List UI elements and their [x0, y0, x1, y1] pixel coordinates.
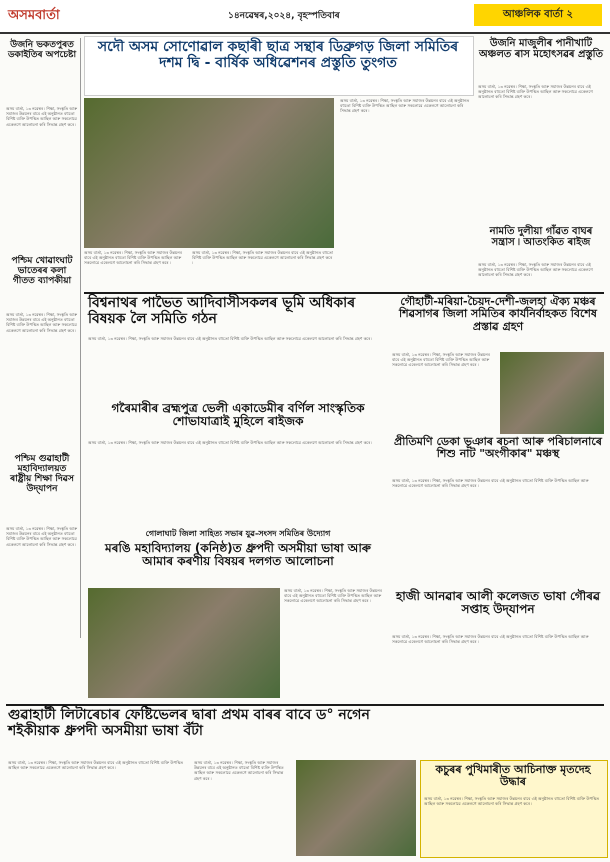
article-body: অসম বাৰ্তা, ১৩ নৱেম্বৰ ৷ শিক্ষা, সংস্কৃতি আৰু সমাজৰ উন্নয়নৰ বাবে এই অনুষ্ঠানত বহুতো বিশিষ্ট ব্যক্তি উপস্থিত আছিল আৰু সকলোৱে একেলগে আলোচনা কৰি সিদ্ধান্ত গ্ৰহণ কৰে ৷ [424, 796, 600, 807]
article-body: অসম বাৰ্তা, ১৩ নৱেম্বৰ ৷ শিক্ষা, সংস্কৃতি আৰু সমাজৰ উন্নয়নৰ বাবে এই অনুষ্ঠানত বহুতো বিশিষ্ট ব্যক্তি উপস্থিত আছিল আৰু সকলোৱে একেলগে আলোচনা কৰি সিদ্ধান্ত গ্ৰহণ কৰে ৷ [340, 98, 470, 114]
article-body: অসম বাৰ্তা, ১৩ নৱেম্বৰ ৷ শিক্ষা, সংস্কৃতি আৰু সমাজৰ উন্নয়নৰ বাবে এই অনুষ্ঠানত বহুতো বিশিষ্ট ব্যক্তি উপস্থিত আছিল আৰু সকলোৱে একেলগে আলোচনা কৰি সিদ্ধান্ত গ্ৰহণ কৰে ৷ [284, 588, 382, 604]
article-body: অসম বাৰ্তা, ১৩ নৱেম্বৰ ৷ শিক্ষা, সংস্কৃতি আৰু সমাজৰ উন্নয়নৰ বাবে এই অনুষ্ঠানত বহুতো বিশিষ্ট ব্যক্তি উপস্থিত আছিল আৰু সকলোৱে একেলগে আলোচনা কৰি সিদ্ধান্ত গ্ৰহণ কৰে ৷ [88, 440, 373, 445]
article-headline: নামতি দুলীয়া গাঁৱত বাঘৰ সন্ত্ৰাস ৷ আতংকিত ৰাইজ [489, 226, 593, 249]
logo: অসমবার্তা [8, 8, 60, 23]
section-label: আঞ্চলিক বাৰ্তা ২ [474, 4, 602, 26]
column-divider [80, 38, 81, 638]
article-body: অসম বাৰ্তা, ১৩ নৱেম্বৰ ৷ শিক্ষা, সংস্কৃতি আৰু সমাজৰ উন্নয়নৰ বাবে এই অনুষ্ঠানত বহুতো বিশিষ্ট ব্যক্তি উপস্থিত আছিল আৰু সকলোৱে একেলগে আলোচনা কৰি সিদ্ধান্ত গ্ৰহণ কৰে ৷ [192, 250, 333, 266]
article-headline: হাজী আনৱাৰ আলী কলেজত ভাষা গৌৰৱ সপ্তাহ উদ্‌যাপন [396, 589, 600, 617]
article-body: অসম বাৰ্তা, ১৩ নৱেম্বৰ ৷ শিক্ষা, সংস্কৃতি আৰু সমাজৰ উন্নয়নৰ বাবে এই অনুষ্ঠানত বহুতো বিশিষ্ট ব্যক্তি উপস্থিত আছিল আৰু সকলোৱে একেলগে আলোচনা কৰি সিদ্ধান্ত গ্ৰহণ কৰে ৷ [84, 250, 182, 266]
lead-headline: সদৌ অসম সোণোৱাল কছাৰী ছাত্ৰ সন্থাৰ ডিব্ৰুগড় জিলা সমিতিৰ দশম দ্বি - বাৰ্ষিক অধিৱেশনৰ প্ৰস্তুতি তুংগত [97, 39, 459, 71]
article-body: অসম বাৰ্তা, ১৩ নৱেম্বৰ ৷ শিক্ষা, সংস্কৃতি আৰু সমাজৰ উন্নয়নৰ বাবে এই অনুষ্ঠানত বহুতো বিশিষ্ট ব্যক্তি উপস্থিত আছিল আৰু সকলোৱে একেলগে আলোচনা কৰি সিদ্ধান্ত গ্ৰহণ কৰে ৷ [392, 634, 589, 645]
article-body: অসম বাৰ্তা, ১৩ নৱেম্বৰ ৷ শিক্ষা, সংস্কৃতি আৰু সমাজৰ উন্নয়নৰ বাবে এই অনুষ্ঠানত বহুতো বিশিষ্ট ব্যক্তি উপস্থিত আছিল আৰু সকলোৱে একেলগে আলোচনা কৰি সিদ্ধান্ত গ্ৰহণ কৰে ৷ [478, 262, 593, 278]
article-body: অসম বাৰ্তা, ১৩ নৱেম্বৰ ৷ শিক্ষা, সংস্কৃতি আৰু সমাজৰ উন্নয়নৰ বাবে এই অনুষ্ঠানত বহুতো বিশিষ্ট ব্যক্তি উপস্থিত আছিল আৰু সকলোৱে একেলগে আলোচনা কৰি সিদ্ধান্ত গ্ৰহণ কৰে ৷ [478, 84, 593, 100]
issue-date: ১৪নৱেম্বৰ,২০২৪, বৃহস্পতিবাৰ [228, 11, 340, 21]
article-headline: বিশ্বনাথৰ পাভৈত আদিবাসীসকলৰ ভূমি অধিকাৰ বিষয়ক লৈ সমিতি গঠন [88, 295, 356, 327]
article-photo [500, 352, 604, 434]
article-body: অসম বাৰ্তা, ১৩ নৱেম্বৰ ৷ শিক্ষা, সংস্কৃতি আৰু সমাজৰ উন্নয়নৰ বাবে এই অনুষ্ঠানত বহুতো বিশিষ্ট ব্যক্তি উপস্থিত আছিল আৰু সকলোৱে একেলগে আলোচনা কৰি সিদ্ধান্ত গ্ৰহণ কৰে ৷ [194, 760, 284, 781]
article-body: অসম বাৰ্তা, ১৩ নৱেম্বৰ ৷ শিক্ষা, সংস্কৃতি আৰু সমাজৰ উন্নয়নৰ বাবে এই অনুষ্ঠানত বহুতো বিশিষ্ট ব্যক্তি উপস্থিত আছিল আৰু সকলোৱে একেলগে আলোচনা কৰি সিদ্ধান্ত গ্ৰহণ কৰে ৷ [6, 526, 78, 547]
article-headline: গৌহাটী-মৰিয়া-চৈয়দ-দেশী-জলহা ঐক্য মঞ্চৰ শিৱসাগৰ জিলা সমিতিৰ কাৰ্যনিৰ্বাহকত বিশেষ প্ৰস্তাৱ গ্ৰহণ [399, 295, 597, 333]
article-headline: মৰঙি মহাবিদ্যালয় (কনিষ্ঠ)ত ধ্ৰুপদী অসমীয়া ভাষা আৰু আমাৰ কৰণীয় বিষয়ৰ দলগত আলোচনা [105, 541, 371, 569]
article-photo [88, 588, 280, 698]
section-rule [84, 292, 604, 294]
article-headline: উজনি মাজুলীৰ পানীখাটি অঞ্চলত ৰাস মহোৎসৱৰ প্ৰস্তুতি [478, 38, 604, 61]
article-headline: কচুৰৰ পুখিমাৰীত আচিনাক্ত মৃতদেহ উদ্ধাৰ [435, 763, 591, 789]
article-body: অসম বাৰ্তা, ১৩ নৱেম্বৰ ৷ শিক্ষা, সংস্কৃতি আৰু সমাজৰ উন্নয়নৰ বাবে এই অনুষ্ঠানত বহুতো বিশিষ্ট ব্যক্তি উপস্থিত আছিল আৰু সকলোৱে একেলগে আলোচনা কৰি সিদ্ধান্ত গ্ৰহণ কৰে ৷ [6, 106, 78, 127]
article-body: অসম বাৰ্তা, ১৩ নৱেম্বৰ ৷ শিক্ষা, সংস্কৃতি আৰু সমাজৰ উন্নয়নৰ বাবে এই অনুষ্ঠানত বহুতো বিশিষ্ট ব্যক্তি উপস্থিত আছিল আৰু সকলোৱে একেলগে আলোচনা কৰি সিদ্ধান্ত গ্ৰহণ কৰে ৷ [392, 478, 589, 489]
article-body: অসম বাৰ্তা, ১৩ নৱেম্বৰ ৷ শিক্ষা, সংস্কৃতি আৰু সমাজৰ উন্নয়নৰ বাবে এই অনুষ্ঠানত বহুতো বিশিষ্ট ব্যক্তি উপস্থিত আছিল আৰু সকলোৱে একেলগে আলোচনা কৰি সিদ্ধান্ত গ্ৰহণ কৰে ৷ [8, 760, 184, 771]
lead-photo [84, 98, 334, 248]
article-body: অসম বাৰ্তা, ১৩ নৱেম্বৰ ৷ শিক্ষা, সংস্কৃতি আৰু সমাজৰ উন্নয়নৰ বাবে এই অনুষ্ঠানত বহুতো বিশিষ্ট ব্যক্তি উপস্থিত আছিল আৰু সকলোৱে একেলগে আলোচনা কৰি সিদ্ধান্ত গ্ৰহণ কৰে ৷ [88, 336, 373, 341]
article-headline: পশ্চিম খোৱাংঘাট ভাতেৰৰ কলা গীতত ব্যাপকীয়া [11, 256, 73, 287]
article-kicker: গোলাঘাট জিলা সাহিত্য সভাৰ যুৱ-সংসদ সমিতিৰ উদ্যোগ [145, 529, 331, 538]
article-headline: গৰৈমাৰীৰ ব্ৰহ্মপুত্ৰ ভেলী একাডেমীৰ বৰ্ণিল সাংস্কৃতিক শোভাযাত্ৰাই মুহিলে ৰাইজক [111, 401, 365, 429]
article-body: অসম বাৰ্তা, ১৩ নৱেম্বৰ ৷ শিক্ষা, সংস্কৃতি আৰু সমাজৰ উন্নয়নৰ বাবে এই অনুষ্ঠানত বহুতো বিশিষ্ট ব্যক্তি উপস্থিত আছিল আৰু সকলোৱে একেলগে আলোচনা কৰি সিদ্ধান্ত গ্ৰহণ কৰে ৷ [392, 352, 490, 368]
article-headline: পশ্চিম গুৱাহাটী মহাবিদ্যালয়ত ৰাষ্ট্ৰীয় শিক্ষা দিৱস উদ্‌যাপন [10, 454, 74, 495]
article-photo [296, 760, 416, 856]
article-headline: প্ৰীতিমণি ডেকা ভূঞাৰ ৰচনা আৰু পৰিচালনাৰে শিশু নাট "অংগীকাৰ" মঞ্চস্থ [394, 435, 602, 461]
article-headline: উজনি ভকতপুৰত ডকাইতিৰ অপচেষ্টা [7, 40, 77, 61]
section-rule [6, 704, 604, 706]
article-body: অসম বাৰ্তা, ১৩ নৱেম্বৰ ৷ শিক্ষা, সংস্কৃতি আৰু সমাজৰ উন্নয়নৰ বাবে এই অনুষ্ঠানত বহুতো বিশিষ্ট ব্যক্তি উপস্থিত আছিল আৰু সকলোৱে একেলগে আলোচনা কৰি সিদ্ধান্ত গ্ৰহণ কৰে ৷ [6, 312, 78, 333]
article-headline: গুৱাহাটী লিটাৰেচাৰ ফেষ্টিভেলৰ দ্বাৰা প্ৰথম বাৰৰ বাবে ড° নগেন শইকীয়াক ধ্ৰুপদী অসমীয়া ভাষা বঁটা [8, 707, 370, 739]
